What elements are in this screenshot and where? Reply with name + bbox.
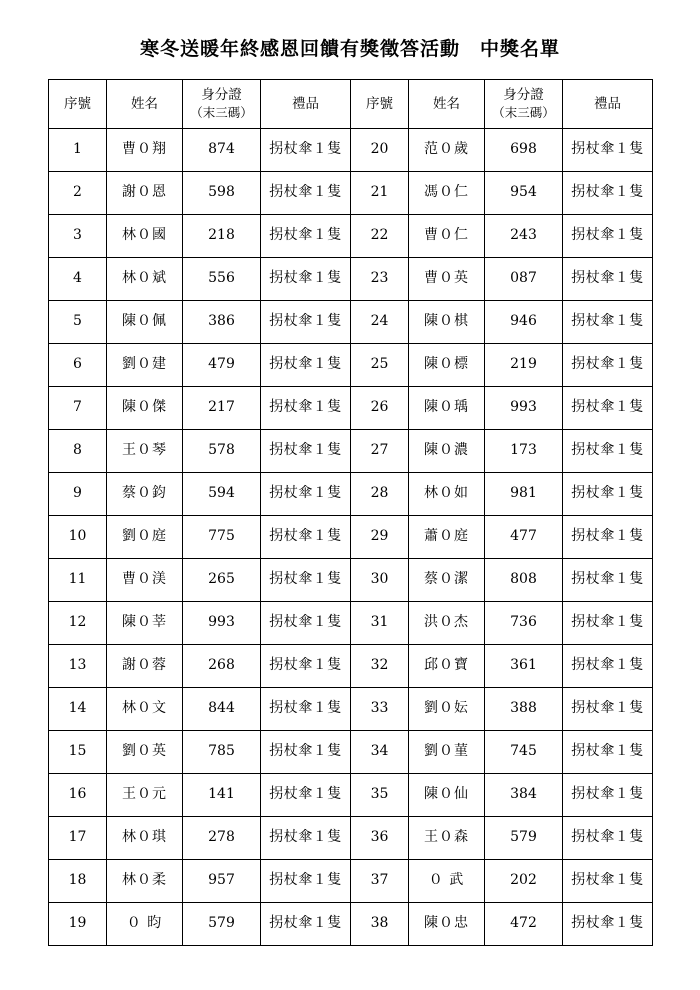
cell-seq-left: 14 xyxy=(49,688,107,731)
cell-name-right: 陳０忠 xyxy=(409,903,485,946)
cell-name-left: 林０柔 xyxy=(107,860,183,903)
cell-seq-right: 25 xyxy=(351,344,409,387)
cell-id-left: 579 xyxy=(183,903,261,946)
cell-id-left: 278 xyxy=(183,817,261,860)
cell-gift-right: 拐杖傘１隻 xyxy=(563,903,653,946)
cell-seq-left: 17 xyxy=(49,817,107,860)
cell-seq-right: 22 xyxy=(351,215,409,258)
cell-name-left: 蔡０鈞 xyxy=(107,473,183,516)
table-body xyxy=(49,129,653,946)
cell-name-left: 曹０渼 xyxy=(107,559,183,602)
table-header xyxy=(49,80,653,129)
cell-id-left: 217 xyxy=(183,387,261,430)
cell-name-left: 謝０恩 xyxy=(107,172,183,215)
cell-gift-left: 拐杖傘１隻 xyxy=(261,688,351,731)
cell-id-right: 361 xyxy=(485,645,563,688)
cell-id-left: 874 xyxy=(183,129,261,172)
cell-name-right: ０ 武 xyxy=(409,860,485,903)
winners-table xyxy=(48,79,653,946)
table-row xyxy=(49,860,653,903)
cell-seq-left: 2 xyxy=(49,172,107,215)
table-row xyxy=(49,602,653,645)
table-row xyxy=(49,430,653,473)
cell-name-left: 林０斌 xyxy=(107,258,183,301)
cell-id-left: 578 xyxy=(183,430,261,473)
cell-name-left: 曹０翔 xyxy=(107,129,183,172)
cell-name-right: 陳０瑀 xyxy=(409,387,485,430)
cell-seq-right: 23 xyxy=(351,258,409,301)
cell-id-right: 698 xyxy=(485,129,563,172)
cell-name-right: 劉０菫 xyxy=(409,731,485,774)
cell-gift-left: 拐杖傘１隻 xyxy=(261,903,351,946)
cell-gift-left: 拐杖傘１隻 xyxy=(261,258,351,301)
cell-name-right: 蕭０庭 xyxy=(409,516,485,559)
cell-id-left: 141 xyxy=(183,774,261,817)
cell-id-left: 598 xyxy=(183,172,261,215)
cell-name-left: 劉０建 xyxy=(107,344,183,387)
cell-name-right: 陳０仙 xyxy=(409,774,485,817)
cell-name-right: 蔡０潔 xyxy=(409,559,485,602)
cell-id-left: 993 xyxy=(183,602,261,645)
column-header-gift-right: 禮品 xyxy=(563,80,653,129)
cell-id-right: 472 xyxy=(485,903,563,946)
cell-seq-left: 6 xyxy=(49,344,107,387)
cell-id-right: 219 xyxy=(485,344,563,387)
cell-id-right: 087 xyxy=(485,258,563,301)
cell-seq-right: 28 xyxy=(351,473,409,516)
cell-gift-left: 拐杖傘１隻 xyxy=(261,516,351,559)
cell-seq-left: 11 xyxy=(49,559,107,602)
cell-name-right: 陳０棋 xyxy=(409,301,485,344)
cell-seq-left: 13 xyxy=(49,645,107,688)
cell-id-right: 477 xyxy=(485,516,563,559)
cell-seq-right: 33 xyxy=(351,688,409,731)
cell-seq-left: 12 xyxy=(49,602,107,645)
cell-seq-left: 18 xyxy=(49,860,107,903)
cell-gift-left: 拐杖傘１隻 xyxy=(261,473,351,516)
cell-gift-right: 拐杖傘１隻 xyxy=(563,817,653,860)
cell-name-left: 王０元 xyxy=(107,774,183,817)
cell-seq-right: 37 xyxy=(351,860,409,903)
cell-seq-left: 1 xyxy=(49,129,107,172)
cell-id-left: 957 xyxy=(183,860,261,903)
cell-gift-right: 拐杖傘１隻 xyxy=(563,774,653,817)
table-row xyxy=(49,688,653,731)
cell-id-left: 218 xyxy=(183,215,261,258)
cell-name-right: 曹０仁 xyxy=(409,215,485,258)
cell-id-right: 946 xyxy=(485,301,563,344)
cell-seq-right: 26 xyxy=(351,387,409,430)
cell-gift-left: 拐杖傘１隻 xyxy=(261,645,351,688)
cell-id-right: 202 xyxy=(485,860,563,903)
cell-gift-left: 拐杖傘１隻 xyxy=(261,817,351,860)
table-row xyxy=(49,344,653,387)
cell-name-right: 曹０英 xyxy=(409,258,485,301)
cell-seq-left: 9 xyxy=(49,473,107,516)
cell-id-left: 844 xyxy=(183,688,261,731)
cell-seq-left: 19 xyxy=(49,903,107,946)
cell-seq-right: 21 xyxy=(351,172,409,215)
cell-name-left: 劉０庭 xyxy=(107,516,183,559)
table-row xyxy=(49,129,653,172)
cell-id-left: 556 xyxy=(183,258,261,301)
cell-id-right: 808 xyxy=(485,559,563,602)
cell-name-right: 劉０妘 xyxy=(409,688,485,731)
cell-name-left: 謝０蓉 xyxy=(107,645,183,688)
cell-id-left: 265 xyxy=(183,559,261,602)
cell-id-right: 736 xyxy=(485,602,563,645)
column-header-id-main-right: 身分證 xyxy=(503,87,544,104)
cell-name-left: 陳０莘 xyxy=(107,602,183,645)
cell-name-left: ０ 昀 xyxy=(107,903,183,946)
cell-id-right: 993 xyxy=(485,387,563,430)
cell-name-left: 陳０傑 xyxy=(107,387,183,430)
cell-gift-right: 拐杖傘１隻 xyxy=(563,344,653,387)
column-header-name-right: 姓名 xyxy=(409,80,485,129)
table-row xyxy=(49,301,653,344)
cell-gift-left: 拐杖傘１隻 xyxy=(261,774,351,817)
cell-seq-right: 27 xyxy=(351,430,409,473)
cell-id-right: 173 xyxy=(485,430,563,473)
cell-id-left: 386 xyxy=(183,301,261,344)
table-header-row xyxy=(49,80,653,129)
cell-seq-right: 35 xyxy=(351,774,409,817)
cell-seq-left: 16 xyxy=(49,774,107,817)
column-header-name-left: 姓名 xyxy=(107,80,183,129)
cell-seq-left: 5 xyxy=(49,301,107,344)
cell-name-right: 邱０寶 xyxy=(409,645,485,688)
cell-gift-left: 拐杖傘１隻 xyxy=(261,301,351,344)
cell-gift-right: 拐杖傘１隻 xyxy=(563,172,653,215)
cell-seq-left: 3 xyxy=(49,215,107,258)
cell-name-right: 林０如 xyxy=(409,473,485,516)
cell-gift-left: 拐杖傘１隻 xyxy=(261,215,351,258)
cell-seq-left: 10 xyxy=(49,516,107,559)
cell-id-left: 775 xyxy=(183,516,261,559)
column-header-seq-right: 序號 xyxy=(351,80,409,129)
table-row xyxy=(49,172,653,215)
cell-gift-right: 拐杖傘１隻 xyxy=(563,129,653,172)
cell-gift-right: 拐杖傘１隻 xyxy=(563,688,653,731)
cell-name-right: 馮０仁 xyxy=(409,172,485,215)
cell-seq-right: 38 xyxy=(351,903,409,946)
table-row xyxy=(49,473,653,516)
cell-id-right: 745 xyxy=(485,731,563,774)
cell-gift-left: 拐杖傘１隻 xyxy=(261,559,351,602)
column-header-gift-left: 禮品 xyxy=(261,80,351,129)
cell-name-right: 洪０杰 xyxy=(409,602,485,645)
cell-gift-left: 拐杖傘１隻 xyxy=(261,602,351,645)
cell-seq-right: 31 xyxy=(351,602,409,645)
cell-id-left: 268 xyxy=(183,645,261,688)
cell-seq-left: 4 xyxy=(49,258,107,301)
cell-id-right: 243 xyxy=(485,215,563,258)
table-row xyxy=(49,645,653,688)
cell-gift-right: 拐杖傘１隻 xyxy=(563,602,653,645)
cell-gift-left: 拐杖傘１隻 xyxy=(261,344,351,387)
cell-gift-right: 拐杖傘１隻 xyxy=(563,645,653,688)
cell-gift-left: 拐杖傘１隻 xyxy=(261,387,351,430)
cell-id-left: 594 xyxy=(183,473,261,516)
cell-name-left: 陳０佩 xyxy=(107,301,183,344)
cell-gift-right: 拐杖傘１隻 xyxy=(563,215,653,258)
cell-seq-right: 36 xyxy=(351,817,409,860)
cell-name-right: 陳０標 xyxy=(409,344,485,387)
cell-seq-left: 7 xyxy=(49,387,107,430)
table-row xyxy=(49,903,653,946)
cell-seq-right: 20 xyxy=(351,129,409,172)
cell-name-left: 林０琪 xyxy=(107,817,183,860)
table-row xyxy=(49,387,653,430)
cell-name-left: 林０文 xyxy=(107,688,183,731)
cell-gift-left: 拐杖傘１隻 xyxy=(261,860,351,903)
cell-id-right: 981 xyxy=(485,473,563,516)
cell-seq-right: 29 xyxy=(351,516,409,559)
cell-gift-left: 拐杖傘１隻 xyxy=(261,172,351,215)
cell-name-left: 王０琴 xyxy=(107,430,183,473)
cell-gift-left: 拐杖傘１隻 xyxy=(261,731,351,774)
column-header-id-right xyxy=(485,80,563,129)
cell-id-left: 479 xyxy=(183,344,261,387)
cell-name-right: 王０森 xyxy=(409,817,485,860)
cell-seq-right: 34 xyxy=(351,731,409,774)
column-header-seq-left: 序號 xyxy=(49,80,107,129)
cell-id-right: 579 xyxy=(485,817,563,860)
table-row xyxy=(49,516,653,559)
cell-seq-right: 24 xyxy=(351,301,409,344)
cell-name-right: 范０歲 xyxy=(409,129,485,172)
cell-gift-right: 拐杖傘１隻 xyxy=(563,559,653,602)
cell-seq-left: 8 xyxy=(49,430,107,473)
cell-gift-right: 拐杖傘１隻 xyxy=(563,301,653,344)
cell-gift-left: 拐杖傘１隻 xyxy=(261,430,351,473)
cell-gift-right: 拐杖傘１隻 xyxy=(563,473,653,516)
cell-gift-right: 拐杖傘１隻 xyxy=(563,731,653,774)
page-title: 寒冬送暖年終感恩回饋有獎徵答活動 中獎名單 xyxy=(139,38,560,60)
table-row xyxy=(49,774,653,817)
cell-id-right: 388 xyxy=(485,688,563,731)
cell-seq-right: 32 xyxy=(351,645,409,688)
column-header-id-sub-left: （末三碼） xyxy=(190,104,253,120)
table-row xyxy=(49,731,653,774)
cell-gift-right: 拐杖傘１隻 xyxy=(563,387,653,430)
cell-id-right: 954 xyxy=(485,172,563,215)
cell-name-left: 劉０英 xyxy=(107,731,183,774)
table-row xyxy=(49,559,653,602)
table-row xyxy=(49,258,653,301)
cell-gift-left: 拐杖傘１隻 xyxy=(261,129,351,172)
cell-seq-right: 30 xyxy=(351,559,409,602)
cell-seq-left: 15 xyxy=(49,731,107,774)
cell-gift-right: 拐杖傘１隻 xyxy=(563,860,653,903)
cell-name-left: 林０國 xyxy=(107,215,183,258)
cell-id-left: 785 xyxy=(183,731,261,774)
column-header-id-sub-right: （末三碼） xyxy=(492,104,555,120)
cell-name-right: 陳０濃 xyxy=(409,430,485,473)
table-row xyxy=(49,817,653,860)
cell-id-right: 384 xyxy=(485,774,563,817)
column-header-id-main-left: 身分證 xyxy=(201,87,242,104)
cell-gift-right: 拐杖傘１隻 xyxy=(563,430,653,473)
column-header-id-left xyxy=(183,80,261,129)
cell-gift-right: 拐杖傘１隻 xyxy=(563,516,653,559)
table-row xyxy=(49,215,653,258)
cell-gift-right: 拐杖傘１隻 xyxy=(563,258,653,301)
